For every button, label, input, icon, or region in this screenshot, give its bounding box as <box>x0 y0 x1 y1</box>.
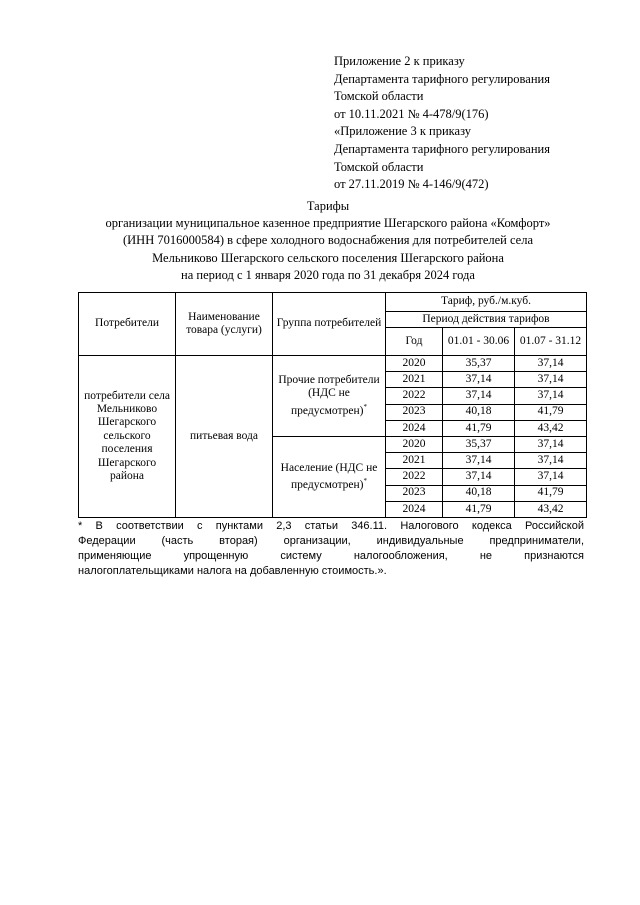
header-line: Томской области <box>334 89 424 104</box>
year-cell: 2023 <box>386 485 443 501</box>
tariff-h1-cell: 37,14 <box>443 453 515 469</box>
header-period: Период действия тарифов <box>386 312 587 328</box>
header-line: от 10.11.2021 № 4-478/9(176) <box>334 106 489 121</box>
tariff-h2-cell: 41,79 <box>515 404 587 420</box>
tariff-h1-cell: 37,14 <box>443 469 515 485</box>
tariff-h1-cell: 40,18 <box>443 485 515 501</box>
tariff-h2-cell: 43,42 <box>515 501 587 517</box>
tariff-h1-cell: 41,79 <box>443 420 515 436</box>
tariff-h2-cell: 41,79 <box>515 485 587 501</box>
tariff-h1-cell: 35,37 <box>443 356 515 372</box>
header-line: Департамента тарифного регулирования <box>334 71 550 86</box>
tariff-h2-cell: 37,14 <box>515 388 587 404</box>
year-cell: 2023 <box>386 404 443 420</box>
title-line: Мельниково Шегарского сельского поселения Шегарского района <box>152 250 504 265</box>
header-line: Томской области <box>334 159 424 174</box>
tariff-h1-cell: 41,79 <box>443 501 515 517</box>
tariff-h2-cell: 37,14 <box>515 372 587 388</box>
title-line: (ИНН 7016000584) в сфере холодного водоснабжения для потребителей села <box>122 233 534 248</box>
product-cell: питьевая вода <box>176 356 273 518</box>
header-half2: 01.07 - 31.12 <box>515 328 587 356</box>
tariff-h1-cell: 40,18 <box>443 404 515 420</box>
appendix-header <box>334 53 624 194</box>
tariff-h2-cell: 37,14 <box>515 453 587 469</box>
group-cell-other <box>273 356 386 437</box>
header-line: «Приложение 3 к приказу <box>334 124 472 139</box>
tariff-h1-cell: 37,14 <box>443 372 515 388</box>
tariff-h2-cell: 37,14 <box>515 436 587 452</box>
year-cell: 2021 <box>386 372 443 388</box>
year-cell: 2024 <box>386 420 443 436</box>
tariff-table <box>78 292 587 518</box>
header-group: Группа потребителей <box>273 293 386 356</box>
header-line: от 27.11.2019 № 4-146/9(472) <box>334 177 489 192</box>
tariff-h2-cell: 43,42 <box>515 420 587 436</box>
group-name: Прочие потребители (НДС не предусмотрен) <box>278 373 380 417</box>
title-line: на период с 1 января 2020 года по 31 декабря 2024 года <box>181 267 475 282</box>
title-line: Тарифы <box>306 199 350 213</box>
year-cell: 2024 <box>386 501 443 517</box>
footnote <box>78 519 584 579</box>
title-line: организации муниципальное казенное предприятие Шегарского района «Комфорт» <box>105 216 551 231</box>
year-cell: 2021 <box>386 453 443 469</box>
year-cell: 2022 <box>386 388 443 404</box>
year-cell: 2022 <box>386 469 443 485</box>
consumers-cell: потребители села Мельниково Шегарского сельского поселения Шегарского района <box>79 356 176 518</box>
footnote-mark: * <box>363 402 367 411</box>
header-line: Департамента тарифного регулирования <box>334 141 550 156</box>
tariff-h1-cell: 37,14 <box>443 388 515 404</box>
footnote-line: применяющие упрощенную систему налогообложения, не признаются <box>78 550 584 562</box>
footnote-line: Федерации (часть вторая) организации, индивидуальные предприниматели, <box>78 535 584 547</box>
group-name: Население (НДС не предусмотрен) <box>280 461 378 491</box>
document-title <box>60 198 596 284</box>
tariff-h2-cell: 37,14 <box>515 469 587 485</box>
header-half1: 01.01 - 30.06 <box>443 328 515 356</box>
header-product: Наименование товара (услуги) <box>176 293 273 356</box>
footnote-line: * В соответствии с пунктами 2,3 статьи 346.11. Налогового кодекса Российской <box>78 520 584 532</box>
header-year: Год <box>386 328 443 356</box>
footnote-mark: * <box>363 476 367 485</box>
footnote-line: налогоплательщиками налога на добавленную стоимость.». <box>78 565 387 577</box>
year-cell: 2020 <box>386 356 443 372</box>
group-cell-population <box>273 436 386 517</box>
tariff-h1-cell: 35,37 <box>443 436 515 452</box>
year-cell: 2020 <box>386 436 443 452</box>
header-tariff: Тариф, руб./м.куб. <box>386 293 587 312</box>
header-consumers: Потребители <box>79 293 176 356</box>
tariff-h2-cell: 37,14 <box>515 356 587 372</box>
table-row <box>79 356 587 372</box>
header-line: Приложение 2 к приказу <box>334 54 465 68</box>
